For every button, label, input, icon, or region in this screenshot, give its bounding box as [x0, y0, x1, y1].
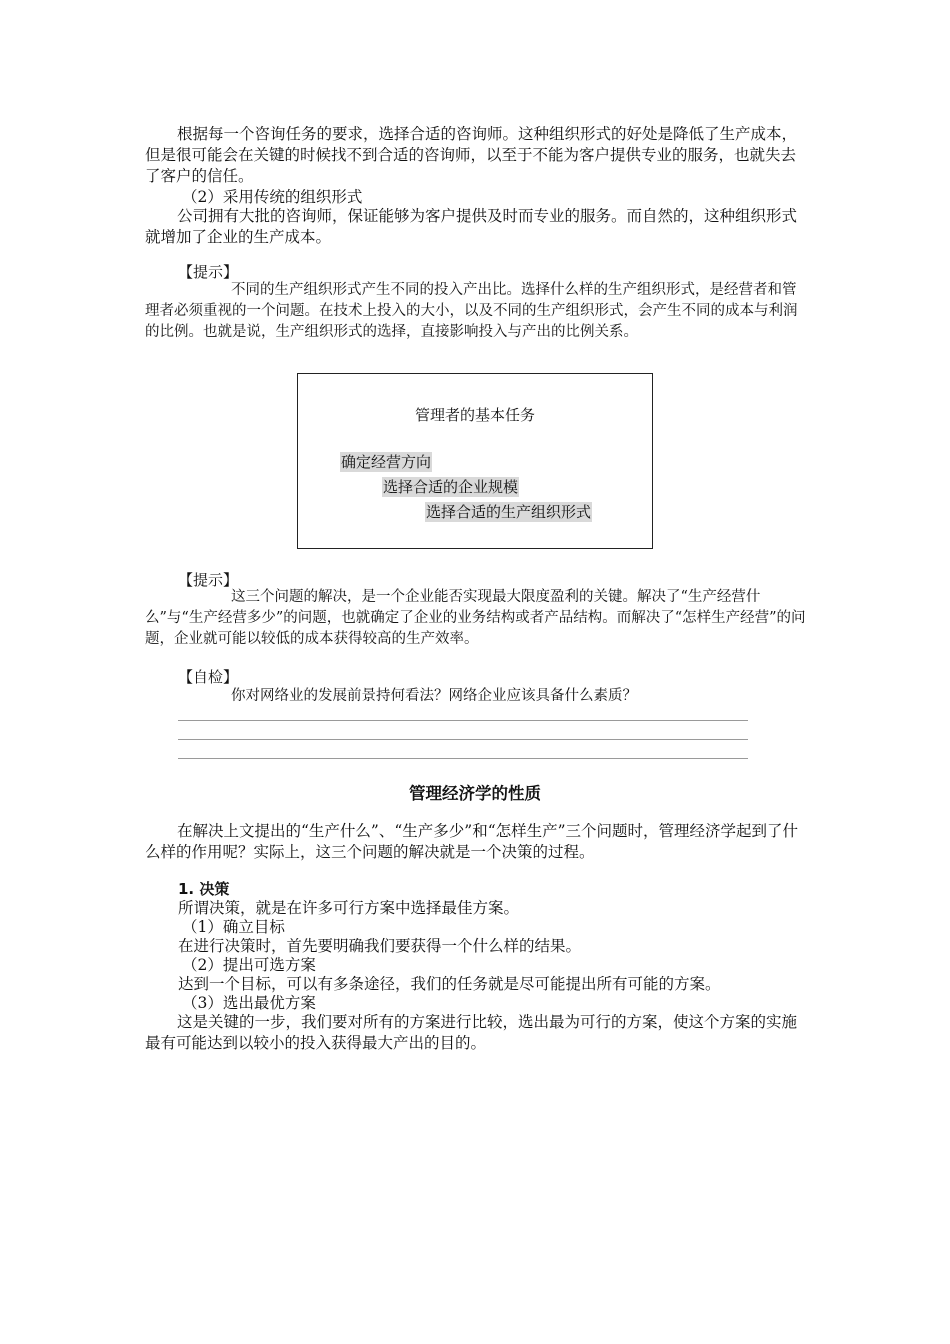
section-title: 管理经济学的性质: [409, 784, 541, 803]
tip-2-body: 这三个问题的解决，是一个企业能否实现最大限度盈利的关键。解决了“生产经营什么”与“生产经营多少”的问题，也就确定了企业的业务结构或者产品结构。而解决了“怎样生产经营”的问题，企业就可能以较低的成本获得较高的生产效率。: [145, 589, 806, 647]
step-1-text: 在进行决策时，首先要明确我们要获得一个什么样的结果。: [178, 937, 582, 955]
answer-line: [178, 758, 748, 759]
figure-title: 管理者的基本任务: [414, 406, 535, 424]
step-3-heading: （3）选出最优方案: [182, 994, 316, 1012]
selfcheck-question: 你对网络业的发展前景持何看法？网络企业应该具备什么素质？: [231, 688, 637, 704]
basic-tasks-figure: [297, 373, 653, 549]
figure-item-1: 确定经营方向: [341, 453, 432, 471]
answer-line: [178, 739, 748, 740]
tip-1-label: 【提示】: [178, 263, 239, 281]
tip-2-label: 【提示】: [178, 571, 239, 589]
step-3-text: 这是关键的一步，我们要对所有的方案进行比较，选出最为可行的方案，使这个方案的实施最有可能达到以较小的投入获得最大产出的目的。: [145, 1013, 798, 1052]
figure-item-3: 选择合适的生产组织形式: [426, 503, 592, 521]
intro-subheading-2: （2）采用传统的组织形式: [182, 188, 363, 206]
step-1-heading: （1）确立目标: [182, 918, 285, 936]
step-2-heading: （2）提出可选方案: [182, 956, 316, 974]
intro-paragraph-2: 公司拥有大批的咨询师，保证能够为客户提供及时而专业的服务。而自然的，这种组织形式就增加了企业的生产成本。: [145, 207, 798, 246]
step-2-text: 达到一个目标，可以有多条途径，我们的任务就是尽可能提出所有可能的方案。: [178, 975, 721, 993]
answer-line: [178, 720, 748, 721]
intro-paragraph-1: 根据每一个咨询任务的要求，选择合适的咨询师。这种组织形式的好处是降低了生产成本，但是很可能会在关键的时候找不到合适的咨询师，以至于不能为客户提供专业的服务，也就失去了客户的信任。: [145, 125, 798, 185]
section-paragraph: 在解决上文提出的“生产什么”、“生产多少”和“怎样生产”三个问题时，管理经济学起到了什么样的作用呢？实际上，这三个问题的解决就是一个决策的过程。: [145, 822, 799, 861]
decision-heading: 1. 决策: [178, 880, 230, 898]
figure-item-2: 选择合适的企业规模: [383, 478, 519, 496]
tip-1-body: 不同的生产组织形式产生不同的投入产出比。选择什么样的生产组织形式，是经营者和管理者必须重视的一个问题。在技术上投入的大小，以及不同的生产组织形式，会产生不同的成本与利润的比例。也就是说，生产组织形式的选择，直接影响投入与产出的比例关系。: [145, 282, 798, 340]
decision-definition: 所谓决策，就是在许多可行方案中选择最佳方案。: [178, 899, 520, 917]
selfcheck-label: 【自检】: [178, 668, 239, 686]
